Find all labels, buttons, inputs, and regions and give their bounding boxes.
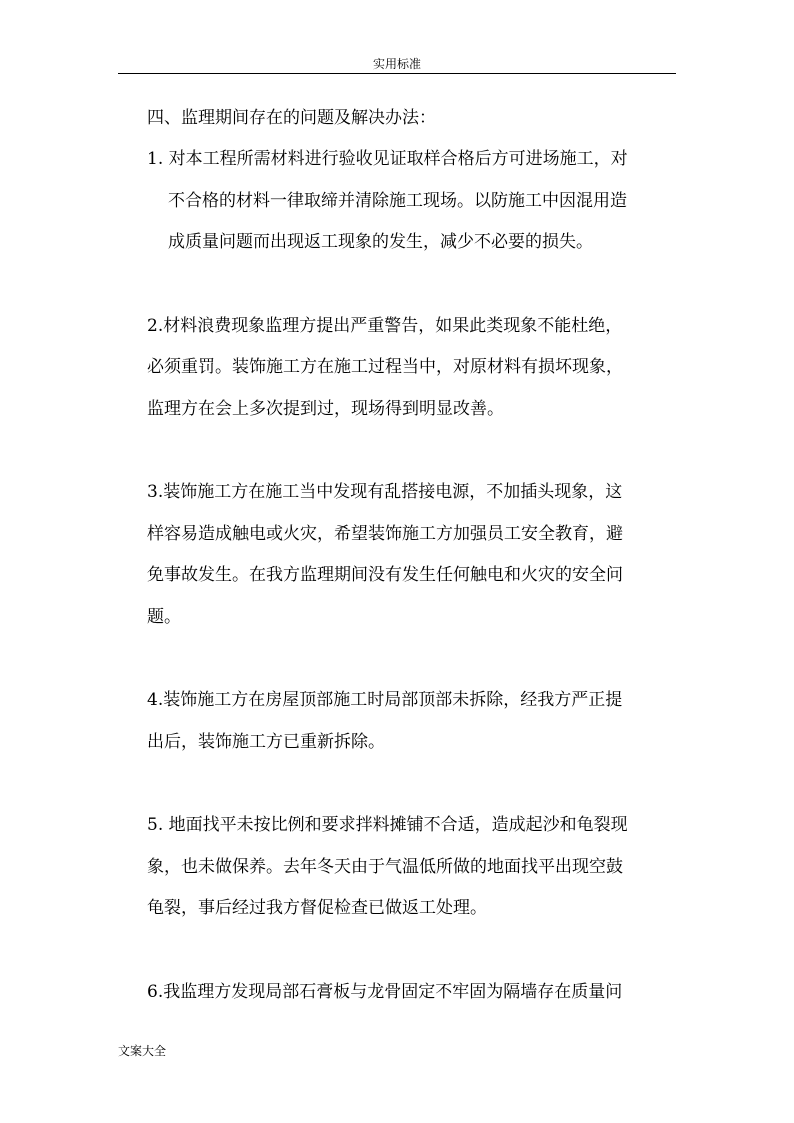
list-item-line: 2.材料浪费现象监理方提出严重警告，如果此类现象不能杜绝， bbox=[147, 316, 623, 336]
list-item-line: 免事故发生。在我方监理期间没有发生任何触电和火灾的安全问 bbox=[147, 565, 623, 585]
header-rule bbox=[118, 73, 676, 74]
list-item-line: 4.装饰施工方在房屋顶部施工时局部顶部未拆除，经我方严正提 bbox=[147, 690, 623, 710]
list-item-line: 不合格的材料一律取缔并清除施工现场。以防施工中因混用造 bbox=[168, 191, 627, 211]
page-footer: 文案大全 bbox=[118, 1044, 167, 1058]
list-item-line: 必须重罚。装饰施工方在施工过程当中，对原材料有损坏现象， bbox=[147, 357, 623, 377]
section-heading: 四、监理期间存在的问题及解决办法： bbox=[147, 108, 436, 128]
list-item-line: 出后，装饰施工方已重新拆除。 bbox=[147, 732, 385, 752]
list-item-line: 象，也未做保养。去年冬天由于气温低所做的地面找平出现空鼓 bbox=[147, 857, 623, 877]
list-item-line: 1. 对本工程所需材料进行验收见证取样合格后方可进场施工，对 bbox=[147, 149, 628, 169]
header-text: 实用标准 bbox=[372, 57, 421, 71]
list-item-line: 成质量问题而出现返工现象的发生，减少不必要的损失。 bbox=[168, 232, 593, 252]
list-item-line: 3.装饰施工方在施工当中发现有乱搭接电源，不加插头现象，这 bbox=[147, 482, 623, 502]
list-item-line: 6.我监理方发现局部石膏板与龙骨固定不牢固为隔墙存在质量问 bbox=[147, 982, 623, 1002]
list-item-line: 样容易造成触电或火灾，希望装饰施工方加强员工安全教育，避 bbox=[147, 524, 623, 544]
list-item-line: 龟裂，事后经过我方督促检查已做返工处理。 bbox=[147, 898, 487, 918]
list-item-line: 5. 地面找平未按比例和要求拌料摊铺不合适，造成起沙和龟裂现 bbox=[147, 815, 628, 835]
list-item-line: 题。 bbox=[147, 607, 181, 627]
list-item-line: 监理方在会上多次提到过，现场得到明显改善。 bbox=[147, 399, 504, 419]
